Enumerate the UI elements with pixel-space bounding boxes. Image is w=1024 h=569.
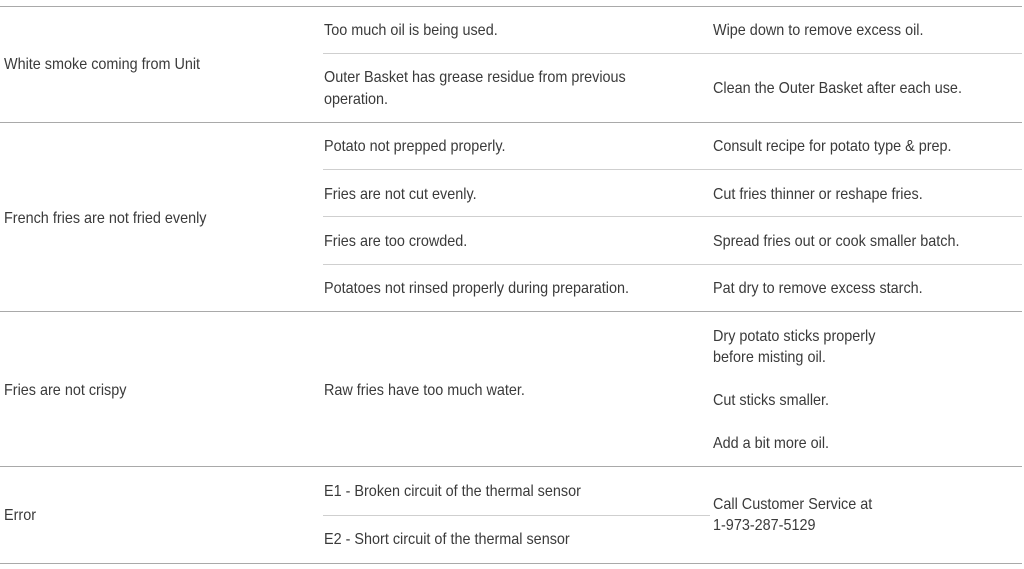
solution-cell-line: Cut sticks smaller. [713, 392, 830, 409]
solution-cell-line: before misting oil. [713, 349, 826, 366]
solution-cell-line: 1-973-287-5129 [713, 517, 816, 534]
cause-cell: E1 - Broken circuit of the thermal sensor [324, 483, 581, 500]
solution-cell: Consult recipe for potato type & prep. [713, 138, 952, 155]
cause-cell: Raw fries have too much water. [324, 382, 525, 399]
solution-cell-line: Dry potato sticks properly [713, 328, 876, 345]
solution-cell: Wipe down to remove excess oil. [713, 22, 924, 39]
table-top-rule [0, 6, 1022, 7]
row-divider [323, 216, 1022, 217]
row-divider [323, 264, 1022, 265]
cause-cell: Potato not prepped properly. [324, 138, 506, 155]
group-divider [0, 122, 1022, 123]
row-divider [323, 53, 1022, 54]
group-divider [0, 311, 1022, 312]
row-divider [323, 169, 1022, 170]
solution-cell: Pat dry to remove excess starch. [713, 280, 923, 297]
solution-cell: Clean the Outer Basket after each use. [713, 80, 962, 97]
solution-cell: Cut fries thinner or reshape fries. [713, 186, 923, 203]
solution-cell-line: Call Customer Service at [713, 496, 873, 513]
group-divider [0, 466, 1022, 467]
symptom-cell: White smoke coming from Unit [4, 56, 201, 73]
cause-cell-line: Outer Basket has grease residue from previous [324, 69, 626, 86]
cause-cell: E2 - Short circuit of the thermal sensor [324, 531, 570, 548]
solution-cell-line: Add a bit more oil. [713, 435, 830, 452]
row-divider [323, 515, 710, 516]
table-bottom-rule [0, 563, 1022, 564]
symptom-cell: French fries are not fried evenly [4, 210, 207, 227]
cause-cell: Potatoes not rinsed properly during preparation. [324, 280, 629, 297]
solution-cell: Spread fries out or cook smaller batch. [713, 233, 960, 250]
symptom-cell: Fries are not crispy [4, 382, 127, 399]
cause-cell-line: operation. [324, 91, 389, 108]
cause-cell: Fries are not cut evenly. [324, 186, 477, 203]
cause-cell: Too much oil is being used. [324, 22, 498, 39]
symptom-cell: Error [4, 507, 37, 524]
cause-cell: Fries are too crowded. [324, 233, 468, 250]
